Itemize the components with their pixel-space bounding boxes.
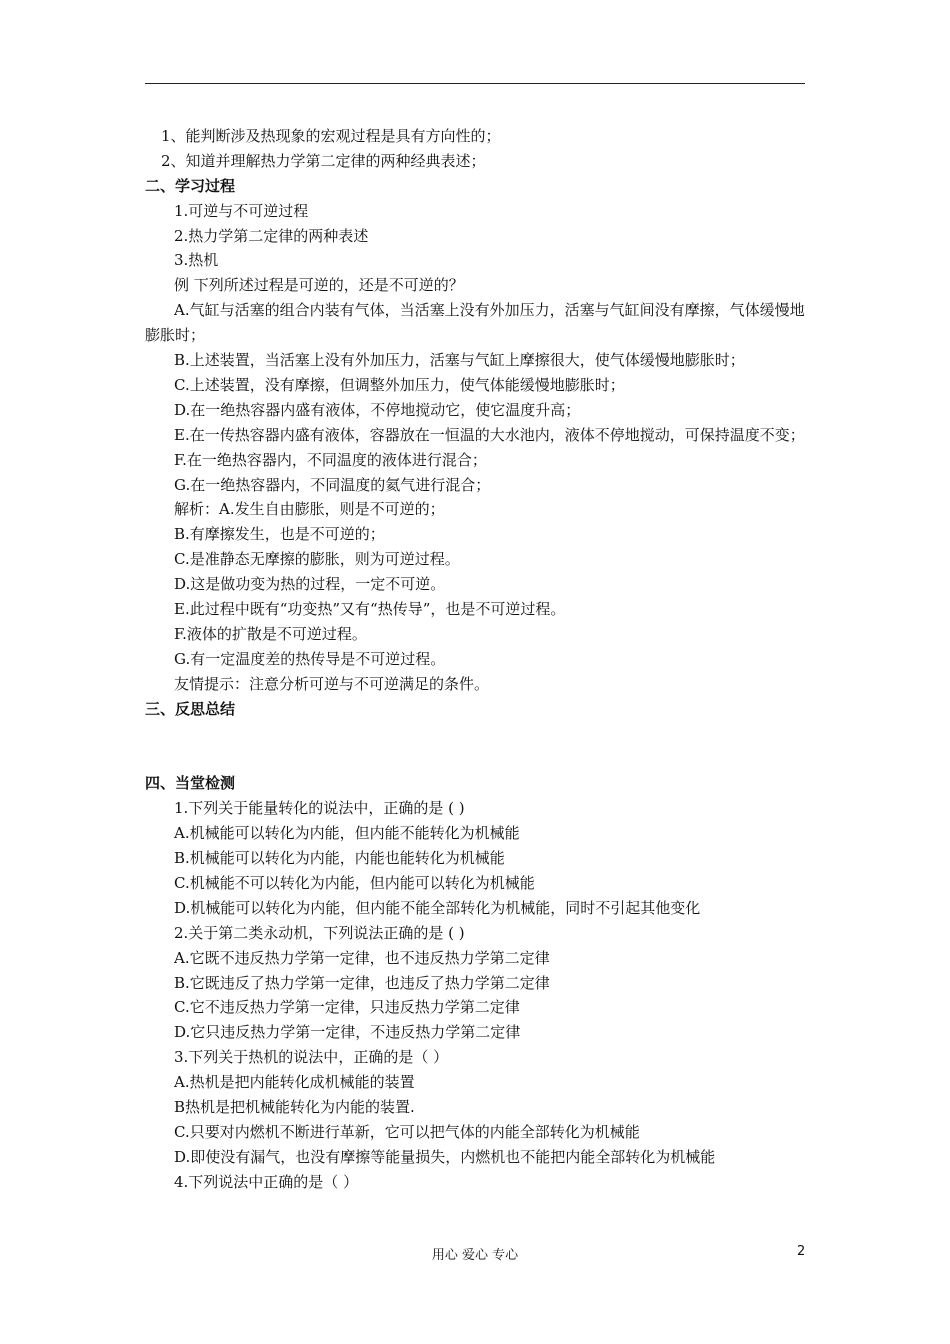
analysis-e: E.此过程中既有“功变热”又有“热传导”，也是不可逆过程。 <box>174 599 566 618</box>
page-number: 2 <box>797 1244 806 1259</box>
question-1-option-d: D.机械能可以转化为内能，但内能不能全部转化为机械能，同时不引起其他变化 <box>174 898 701 917</box>
question-2-stem: 2.关于第二类永动机，下列说法正确的是 ( ) <box>174 923 465 942</box>
header-rule <box>145 83 805 84</box>
analysis-c: C.是准静态无摩擦的膨胀，则为可逆过程。 <box>174 550 460 569</box>
section-heading-classroom-test: 四、当堂检测 <box>145 774 236 793</box>
section-heading-reflection: 三、反思总结 <box>145 699 236 718</box>
question-2-option-d: D.它只违反热力学第一定律，不违反热力学第二定律 <box>174 1023 521 1042</box>
example-option-d: D.在一绝热容器内盛有液体，不停地搅动它，使它温度升高； <box>174 400 581 419</box>
analysis-g: G.有一定温度差的热传导是不可逆过程。 <box>174 649 446 668</box>
question-2-option-c: C.它不违反热力学第一定律，只违反热力学第二定律 <box>174 998 520 1017</box>
question-3-stem: 3.下列关于热机的说法中，正确的是（ ） <box>174 1048 449 1067</box>
analysis-d: D.这是做功变为热的过程，一定不可逆。 <box>174 575 446 594</box>
topic-3: 3.热机 <box>174 251 219 270</box>
question-2-option-a: A.它既不违反热力学第一定律，也不违反热力学第二定律 <box>174 948 550 967</box>
example-option-e: E.在一传热容器内盛有液体，容器放在一恒温的大水池内，液体不停地搅动，可保持温度不变； <box>174 425 805 444</box>
friendly-tip: 友情提示：注意分析可逆与不可逆满足的条件。 <box>174 674 490 693</box>
analysis-f: F.液体的扩散是不可逆过程。 <box>174 624 367 643</box>
example-question: 例 下列所述过程是可逆的，还是不可逆的？ <box>174 276 464 295</box>
example-option-f: F.在一绝热容器内，不同温度的液体进行混合； <box>174 450 487 469</box>
footer-motto: 用心 爱心 专心 <box>431 1248 519 1263</box>
question-1-option-c: C.机械能不可以转化为内能，但内能可以转化为机械能 <box>174 873 535 892</box>
example-option-c: C.上述装置，没有摩擦，但调整外加压力，使气体能缓慢地膨胀时； <box>174 375 625 394</box>
analysis-a: 解析：A.发生自由膨胀，则是不可逆的； <box>174 500 445 519</box>
example-option-g: G.在一绝热容器内，不同温度的氦气进行混合； <box>174 475 491 494</box>
question-3-option-b: B热机是把机械能转化为内能的装置. <box>174 1098 415 1116</box>
question-1-option-b: B.机械能可以转化为内能，内能也能转化为机械能 <box>174 849 505 868</box>
example-option-b: B.上述装置，当活塞上没有外加压力，活塞与气缸上摩擦很大，使气体缓慢地膨胀时； <box>174 351 745 370</box>
objective-1: 1、能判断涉及热现象的宏观过程是具有方向性的； <box>161 127 501 145</box>
question-3-option-c: C.只要对内燃机不断进行革新，它可以把气体的内能全部转化为机械能 <box>174 1122 640 1141</box>
question-3-option-a: A.热机是把内能转化成机械能的装置 <box>174 1073 415 1092</box>
topic-1: 1.可逆与不可逆过程 <box>174 201 309 220</box>
question-4-stem: 4.下列说法中正确的是（ ） <box>174 1172 359 1191</box>
example-option-a: A.气缸与活塞的组合内装有气体，当活塞上没有外加压力，活塞与气缸间没有摩擦，气体缓慢地膨胀时； <box>145 301 805 345</box>
question-2-option-b: B.它既违反了热力学第一定律，也违反了热力学第二定律 <box>174 973 550 992</box>
question-1-option-a: A.机械能可以转化为内能，但内能不能转化为机械能 <box>174 824 520 843</box>
analysis-b: B.有摩擦发生，也是不可逆的； <box>174 525 385 544</box>
question-3-option-d: D.即使没有漏气，也没有摩擦等能量损失，内燃机也不能把内能全部转化为机械能 <box>174 1147 716 1166</box>
section-heading-learning-process: 二、学习过程 <box>145 176 236 195</box>
objective-2: 2、知道并理解热力学第二定律的两种经典表述； <box>161 151 486 170</box>
question-1-stem: 1.下列关于能量转化的说法中，正确的是 ( ) <box>174 799 465 818</box>
reflection-blank-space <box>145 721 810 771</box>
topic-2: 2.热力学第二定律的两种表述 <box>174 226 369 245</box>
page-content <box>145 124 810 1195</box>
